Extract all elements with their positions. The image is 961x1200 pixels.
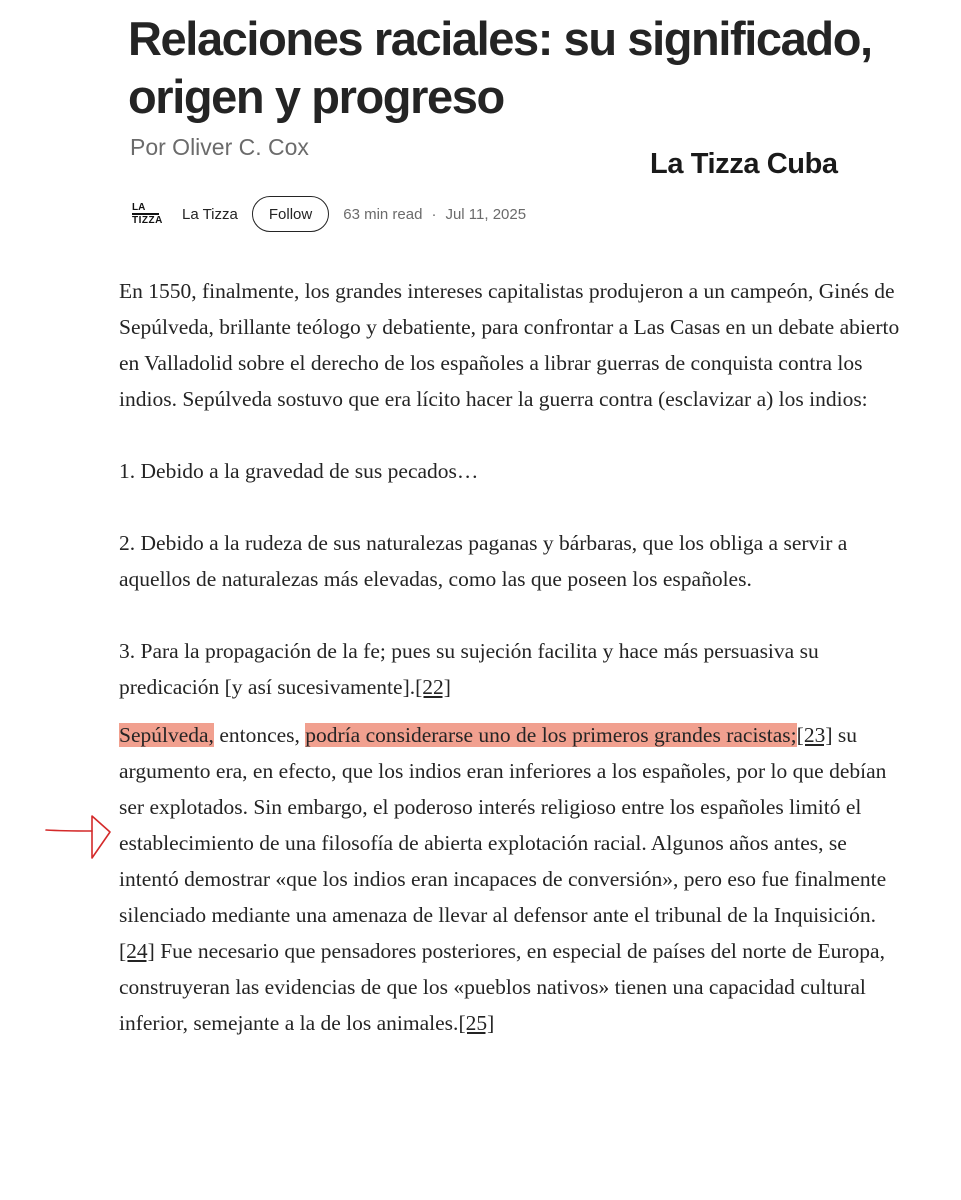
paragraph-sepulveda: [119, 717, 909, 1041]
list-item-3: [119, 633, 909, 705]
follow-button[interactable]: Follow: [252, 196, 329, 232]
author-byline: Por Oliver C. Cox: [130, 134, 309, 160]
publish-date: Jul 11, 2025: [445, 205, 527, 223]
meta-separator: ·: [431, 205, 437, 223]
text-span: Fue necesario que pensadores posteriores, en especial de países del norte de Europa, construyeran las evidencias de que los «pueblos nativos» tienen una capacidad cultural inferior, semejante a la de los animales.: [119, 939, 885, 1035]
footnote-link-23[interactable]: [23]: [796, 723, 833, 747]
footnote-link-24[interactable]: [24]: [119, 939, 155, 963]
list-item-2: 2. Debido a la rudeza de sus naturalezas paganas y bárbaras, que los obliga a servir a aquellos de naturalezas más elevadas, como las que poseen los españoles.: [119, 531, 848, 591]
article-meta: [132, 194, 526, 234]
list-item-1: 1. Debido a la gravedad de sus pecados…: [119, 459, 479, 483]
publication-name[interactable]: La Tizza: [182, 205, 238, 223]
highlight-racistas: podría considerarse uno de los primeros grandes racistas;: [305, 723, 797, 747]
hand-drawn-arrow-icon: [0, 810, 120, 870]
article-body: [119, 273, 909, 1041]
logo-top-text: LA: [132, 202, 159, 215]
footnote-link-25[interactable]: [25]: [458, 1011, 495, 1035]
publication-logo[interactable]: [132, 197, 166, 231]
text-span: entonces,: [213, 723, 306, 747]
highlight-sepulveda: Sepúlveda,: [119, 723, 214, 747]
paragraph-intro: En 1550, finalmente, los grandes intereses capitalistas produjeron a un campeón, Ginés de Sepúlveda, brillante teólogo y debatiente, para confrontar a Las Casas en un debate abierto en Valladolid sobre el derecho de los españoles a librar guerras de conquista contra los indios. Sepúlveda sostuvo que era lícito hacer la guerra contra (esclavizar a) los indios:: [119, 279, 900, 411]
footnote-link-22[interactable]: [22]: [415, 675, 451, 699]
watermark-label: La Tizza Cuba: [650, 148, 838, 180]
text-span: su argumento era, en efecto, que los indios eran inferiores a los españoles, por lo que debían ser explotados. Sin embargo, el poderoso interés religioso entre los españoles limitó el establecimiento de una filosofía de abierta explotación racial. Algunos años antes, se intentó demostrar «que los indios eran incapaces de conversión», pero eso fue finalmente silenciado mediante una amenaza de llevar al defensor ante el tribunal de la Inquisición.: [119, 723, 887, 927]
article-title: Relaciones raciales: su significado, origen y progreso: [128, 12, 872, 123]
logo-bottom-text: TIZZA: [132, 215, 163, 226]
list-item-3-text: 3. Para la propagación de la fe; pues su sujeción facilita y hace más persuasiva su predicación [y así sucesivamente].: [119, 639, 819, 699]
read-time: 63 min read: [343, 205, 423, 223]
